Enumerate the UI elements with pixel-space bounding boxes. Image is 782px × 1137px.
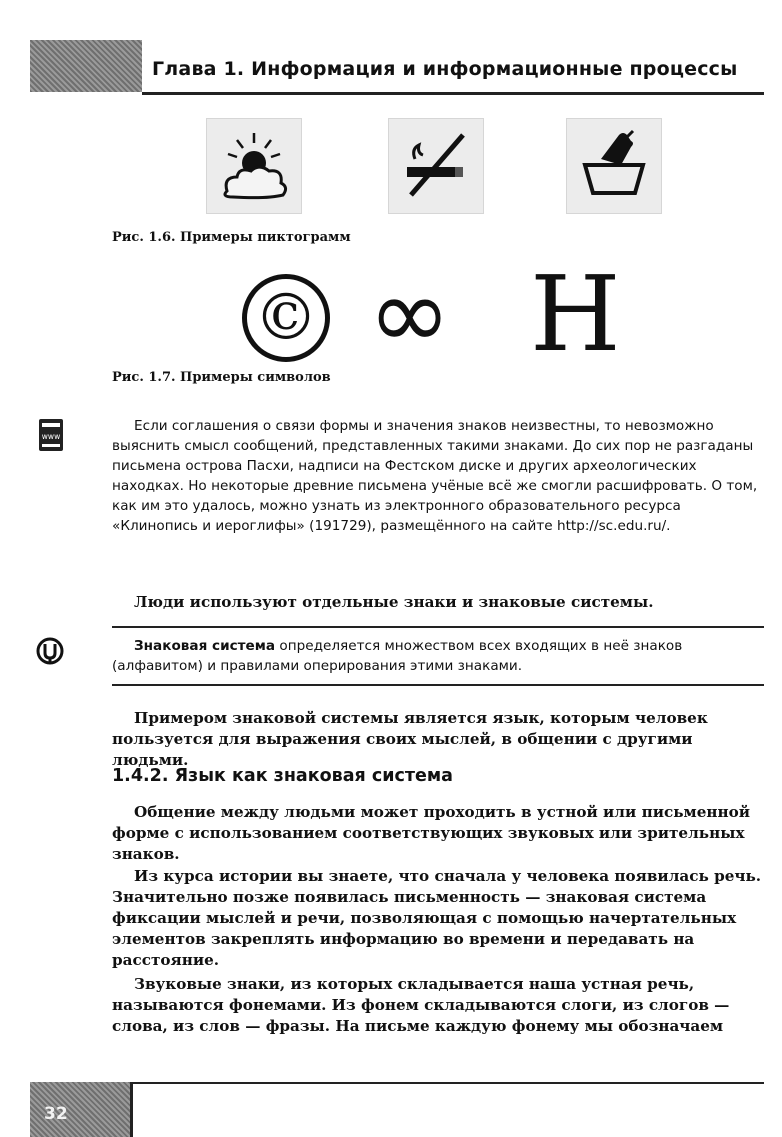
- paragraph-example: Примером знаковой системы является язык, которым человек пользуется для выражения своих мыслей, в общении с другими людьми.: [112, 709, 708, 769]
- paragraph-1: Общение между людьми может проходить в устной или письменной форме с использованием соответствующих звуковых или зрительных знаков.: [112, 803, 750, 863]
- definition-block: [112, 636, 764, 676]
- footer-bar: [130, 1082, 133, 1137]
- www-icon: [38, 418, 64, 456]
- chapter-header-tab: [30, 40, 142, 92]
- chapter-title: Глава 1. Информация и информационные процессы: [152, 58, 738, 80]
- copyright-symbol: ©: [242, 274, 330, 362]
- paragraph-people: Люди используют отдельные знаки и знаковые системы.: [134, 593, 654, 611]
- paragraph-www: Если соглашения о связи формы и значения знаков неизвестны, то невозможно выяснить смысл сообщений, представленных такими знаками. До сих пор не разгаданы письмена острова Пасхи, надписи на Фестском диске и других археологических находках. Но некоторые древние письмена учёные всё же смогли расшифровать. О том, как им это удалось, можно узнать из электронного образовательного ресурса «Клинопись и иероглифы» (191729), размещённого на сайте http://sc.edu.ru/.: [112, 418, 758, 534]
- definition-icon: [36, 636, 64, 670]
- header-rule: [142, 92, 764, 95]
- section-heading: 1.4.2. Язык как знаковая система: [112, 766, 453, 786]
- hand-wash-icon: [566, 118, 662, 214]
- sun-behind-cloud-icon: [206, 118, 302, 214]
- paragraph-3: Звуковые знаки, из которых складывается наша устная речь, называются фонемами. Из фонем складываются слоги, из слогов — слова, из слов — фразы. На письме каждую фонему мы обозначаем: [112, 975, 730, 1035]
- infinity-symbol: ∞: [368, 255, 452, 372]
- definition-term: Знаковая система: [134, 638, 276, 654]
- paragraph-2: Из курса истории вы знаете, что сначала у человека появилась речь. Значительно позже появилась письменность — знаковая система фиксации мыслей и речи, позволяющая с помощью начертательных элементов закреплять информацию во времени и передавать на расстояние.: [112, 867, 762, 969]
- figure-caption-pictograms: Рис. 1.6. Примеры пиктограмм: [112, 230, 351, 245]
- letter-h-symbol: H: [530, 253, 621, 375]
- definition-bottom-rule: [112, 684, 764, 686]
- definition-text: определяется множеством всех входящих в неё знаков (алфавитом) и правилами оперирования этими знаками.: [112, 638, 683, 674]
- footer-rule: [133, 1082, 764, 1084]
- figure-caption-symbols: Рис. 1.7. Примеры символов: [112, 370, 331, 385]
- page-number: 32: [44, 1104, 68, 1124]
- definition-top-rule: [112, 626, 764, 628]
- www-icon-label: www: [41, 432, 61, 441]
- no-smoking-icon: [388, 118, 484, 214]
